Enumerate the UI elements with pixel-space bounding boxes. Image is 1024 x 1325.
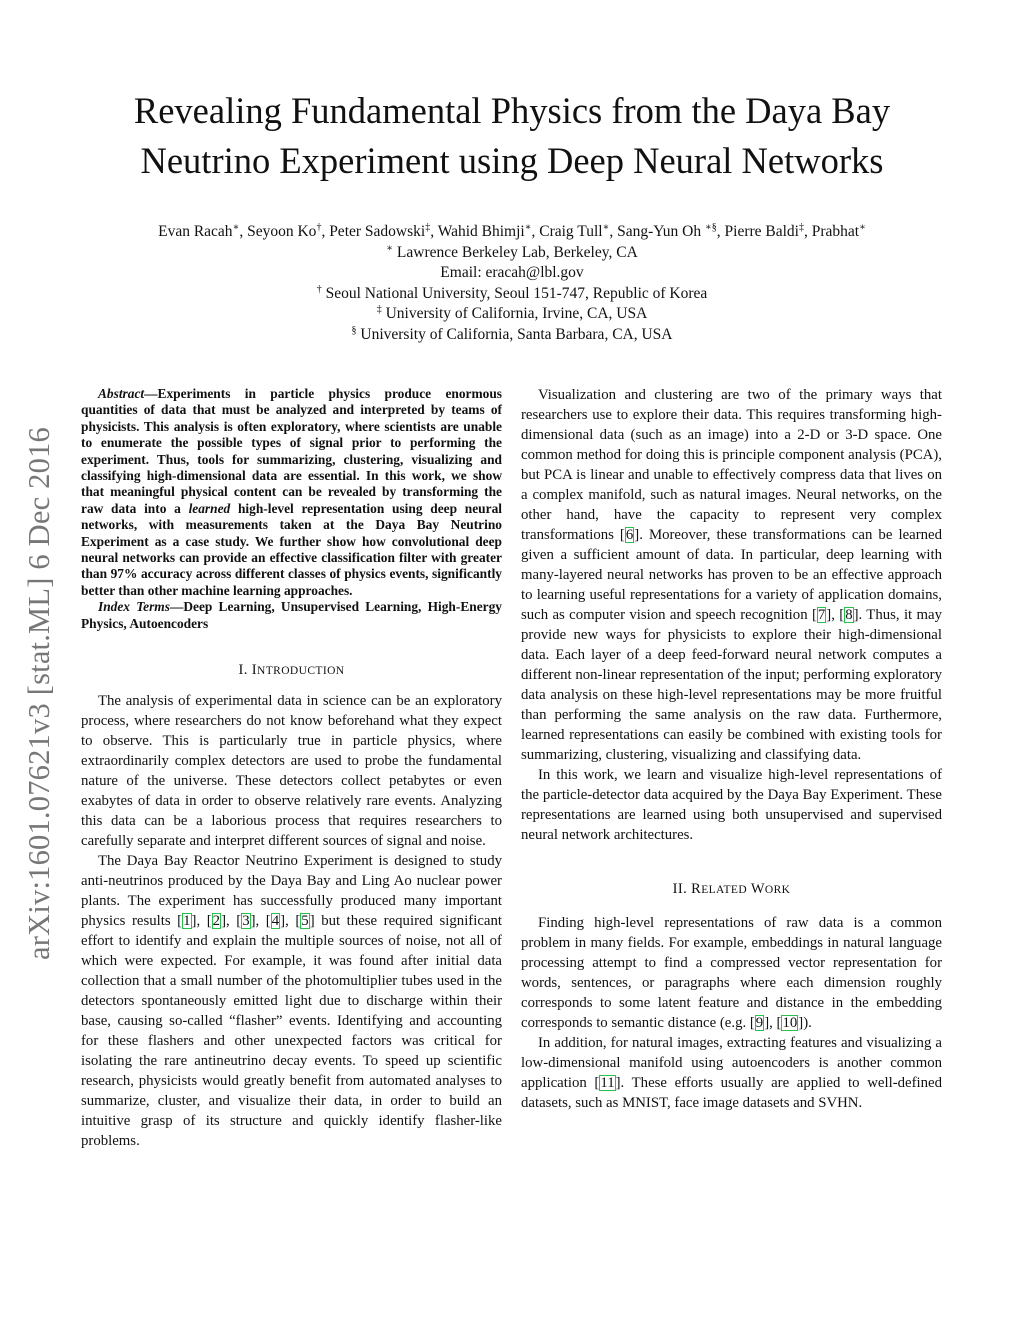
affiliation-mark: § <box>351 324 357 336</box>
paper-title <box>60 86 964 186</box>
citation-link[interactable]: 5 <box>301 913 309 930</box>
author-name: Craig Tull <box>539 223 603 240</box>
paragraph-text: ]. These efforts usually are applied to well-defined datasets, such as MNIST, face image datasets and SVHN. <box>521 1075 942 1111</box>
abstract-label: Abstract <box>98 386 145 401</box>
section-heading-related-work <box>521 879 942 900</box>
author-email: Email: eracah@lbl.gov <box>440 264 584 282</box>
paragraph-text: ]. Thus, it may provide new ways for physicists to explore their high-dimensional data. Each layer of a deep feed-forward neural network computes a different non-linear representation of the input; performing exploratory data analysis on these high-level representations may be more fruitful than performing the same analysis on the raw data. Furthermore, learned representations can easily be combined with existing tools for summarizing, clustering, visualizing and classifying data. <box>521 607 942 763</box>
related-paragraph-2 <box>521 1033 942 1113</box>
citation-link[interactable]: 8 <box>845 607 853 623</box>
affiliation-text: University of California, Santa Barbara, CA, USA <box>360 325 673 343</box>
author-name: Evan Racah <box>158 223 233 240</box>
related-paragraph-1: Finding high-level representations of raw data is a common problem in many fields. For example, embeddings in natural language processing attempt to find a compressed vector representation for words, sentences, or paragraphs where each dimension roughly corresponds to some latent feature and distance in the embedding corresponds to semantic distance (e.g. [9], [10]). <box>521 915 942 1031</box>
affiliation-mark: † <box>316 283 322 295</box>
section-heading-introduction <box>81 660 502 681</box>
author-mark: ∗§ <box>704 221 717 233</box>
affiliation-irvine <box>40 304 984 325</box>
author-name: Prabhat <box>811 223 860 240</box>
affiliation-mark: ∗ <box>386 242 394 254</box>
author-name: Seyoon Ko <box>247 223 317 240</box>
affiliation-text: University of California, Irvine, CA, USA <box>385 305 648 323</box>
title-line-1: Revealing Fundamental Physics from the Daya Bay <box>133 90 891 131</box>
citation-link[interactable]: 7 <box>817 607 826 623</box>
right-paragraph-1: Visualization and clustering are two of the primary ways that researchers use to explore their data. This requires transforming high-dimensional data (such as an image) into a 2-D or 3-D space. One common method for doing this is principle component analysis (PCA), but PCA is linear and unable to effectively compress data that lives on a complex manifold, such as natural images. Neural networks, on the other hand, have the capacity to represent very complex transformations [6]. Moreover, these transformations can be learned given a sufficient amount of data. In particular, deep learning with many-layered neural networks has proven to be an effective approach to learning useful representations for a variety of application domains, such as computer vision and speech recognition [7], [8]. Thus, it may provide new ways for physicists to explore their high-dimensional data. Each layer of a deep feed-forward neural network computes a different non-linear representation of the input; performing exploratory data analysis on these high-level representations may be more fruitful than performing the same analysis on the raw data. Furthermore, learned representations can easily be combined with existing tools for summarizing, clustering, visualizing and classifying data. <box>521 387 942 763</box>
citation-link[interactable]: 10 <box>782 1015 798 1031</box>
section-title-initial: W <box>750 881 765 897</box>
abstract-text: —Experiments in particle physics produce enormous quantities of data that must be analyzed and interpreted by teams of physicists. This analysis is often exploratory, where scientists are unable to enumerate the possible types of signal prior to performing the experiment. Thus, tools for summarizing, clustering, visualizing and classifying high-dimensional data are essential. In this work, we show that meaningful physical content can be revealed by transforming the raw data into a <box>81 386 502 516</box>
paragraph-text: ] but these required significant effort to identify and explain the multiple sources of noise, not all of which were expected. For example, it was found after initial data collection that a small number of the photomultiplier tubes used in the detectors spontaneously emitted light due to discharge within their base, causing so-called “flasher” events. Identifying and accounting for these flashers and other unexpected factors was critical for isolating the rare antineutrino decay events. To speed up scientific research, physicists would greatly benefit from automated analyses to summarize, cluster, and visualize their data, in order to build an intuitive grasp of its structure and quickly identify flasher-like problems. <box>81 913 502 1150</box>
paragraph-text: Visualization and clustering are two of the primary ways that researchers use to explore their data. This requires transforming high-dimensional data (such as an image) into a 2-D or 3-D space. One common method for doing this is principle component analysis (PCA), but PCA is linear and unable to effectively compress data that lives on a complex manifold, such as natural images. Neural networks, on the other hand, have the capacity to represent very complex transformations [ <box>521 387 942 543</box>
author-name: Pierre Baldi <box>724 223 799 240</box>
section-title-rest: ELATED <box>701 884 748 896</box>
intro-paragraph-1: The analysis of experimental data in science can be an exploratory process, where researchers do not know beforehand what they expect to observe. This is particularly true in particle physics, where extraordinarily complex detectors are used to probe the fundamental nature of the universe. These detectors collect petabytes or even exabytes of data in order to observe relatively rare events. Analyzing this data can be a laborious process that requires researchers to carefully separate and interpret different sources of signal and noise. <box>81 693 502 850</box>
section-title-initial: R <box>691 881 702 897</box>
citation-link[interactable]: 6 <box>625 527 634 543</box>
section-title-initial: I <box>251 662 258 679</box>
citation-link[interactable]: 2 <box>212 913 221 930</box>
author-list: Evan Racah∗, Seyoon Ko†, Peter Sadowski‡, Wahid Bhimji∗, Craig Tull∗, Sang-Yun Oh ∗§, Pierre Baldi‡, Prabhat∗ <box>158 221 866 240</box>
author-mark: ∗ <box>602 221 610 233</box>
author-mark: ‡ <box>425 221 431 233</box>
abstract-emphasis: learned <box>188 500 231 516</box>
left-column <box>81 386 502 1151</box>
right-paragraph-2: In this work, we learn and visualize high-level representations of the particle-detector data acquired by the Daya Bay Experiment. These representations are learned using both unsupervised and supervised neural network architectures. <box>521 767 942 843</box>
section-number: I. <box>238 662 248 679</box>
arxiv-sidebar-stamp[interactable]: arXiv:1601.07621v3 [stat.ML] 6 Dec 2016 <box>22 427 56 960</box>
citation-link[interactable]: 3 <box>242 913 250 930</box>
affiliation-lbl <box>40 243 984 264</box>
paragraph-text: ]). <box>798 1015 812 1031</box>
author-name: Peter Sadowski <box>329 223 426 240</box>
author-mark: ∗ <box>524 221 532 233</box>
citation-link[interactable]: 4 <box>271 913 280 930</box>
author-name: Wahid Bhimji <box>437 223 525 240</box>
affiliation-ucsb <box>40 325 984 346</box>
author-mark: ∗ <box>859 221 866 233</box>
section-title-rest: ORK <box>764 884 791 896</box>
author-block <box>40 222 984 346</box>
author-mark: ‡ <box>798 221 804 233</box>
index-terms-text: —Deep Learning, Unsupervised Learning, High-Energy Physics, Autoencoders <box>81 599 502 631</box>
paragraph-text: In addition, for natural images, extracting features and visualizing a low-dimensional manifold using autoencoders is another common application [ <box>521 1035 942 1091</box>
citation-link[interactable]: 1 <box>183 913 191 930</box>
citation-link[interactable]: 9 <box>755 1015 764 1031</box>
title-line-2: Neutrino Experiment using Deep Neural Networks <box>140 140 884 181</box>
citation-link[interactable]: 11 <box>600 1075 615 1091</box>
author-name: Sang-Yun Oh <box>617 223 702 240</box>
intro-paragraph-2: The Daya Bay Reactor Neutrino Experiment is designed to study anti-neutrinos produced by the Daya Bay and Ling Ao nuclear power plants. The experiment has successfully produced many important physics results [1], [2], [3], [4], [5] but these required significant effort to identify and explain the multiple sources of noise, not all of which were expected. For example, it was found after initial data collection that a small number of the photomultiplier tubes used in the detectors spontaneously emitted light due to discharge within their base, causing so-called “flasher” events. Identifying and accounting for these flashers and other unexpected factors was critical for isolating the rare antineutrino decay events. To speed up scientific research, physicists would greatly benefit from automated analyses to summarize, cluster, and visualize their data, in order to build an intuitive grasp of its structure and quickly identify flasher-like problems. <box>81 853 502 1150</box>
section-number: II. <box>672 881 688 897</box>
section-title-rest: NTRODUCTION <box>257 665 345 678</box>
affiliation-seoul <box>40 284 984 305</box>
abstract <box>81 386 502 599</box>
affiliation-text: Lawrence Berkeley Lab, Berkeley, CA <box>396 243 638 261</box>
affiliation-text: Seoul National University, Seoul 151-747, Republic of Korea <box>325 284 708 302</box>
author-mark: † <box>316 221 322 233</box>
right-column <box>521 385 942 1113</box>
paragraph-text: ]. Moreover, these transformations can be learned given a sufficient amount of data. In particular, deep learning with many-layered neural networks has proven to be an effective approach to learning useful representations for a variety of application domains, such as computer vision and speech recognition [ <box>521 527 942 623</box>
index-terms <box>81 599 502 632</box>
affiliation-mark: ‡ <box>376 304 382 316</box>
author-mark: ∗ <box>232 221 240 233</box>
index-terms-label: Index Terms <box>98 599 170 615</box>
abstract-text: high-level representation using deep neural networks, with measurements taken at the Daya Bay Neutrino Experiment as a case study. We further show how convolutional deep neural networks can provide an effective classification filter with greater than 97% accuracy across different classes of physics events, significantly better than other machine learning approaches. <box>81 500 502 598</box>
paragraph-text: Finding high-level representations of raw data is a common problem in many fields. For example, embeddings in natural language processing attempt to find a compressed vector representation for words, sentences, or paragraphs where each dimension roughly corresponds to some latent feature and distance in the embedding corresponds to semantic distance (e.g. [ <box>521 915 942 1031</box>
paragraph-text: The Daya Bay Reactor Neutrino Experiment is designed to study anti-neutrinos produced by the Daya Bay and Ling Ao nuclear power plants. The experiment has successfully produced many important physics results [ <box>81 853 502 930</box>
